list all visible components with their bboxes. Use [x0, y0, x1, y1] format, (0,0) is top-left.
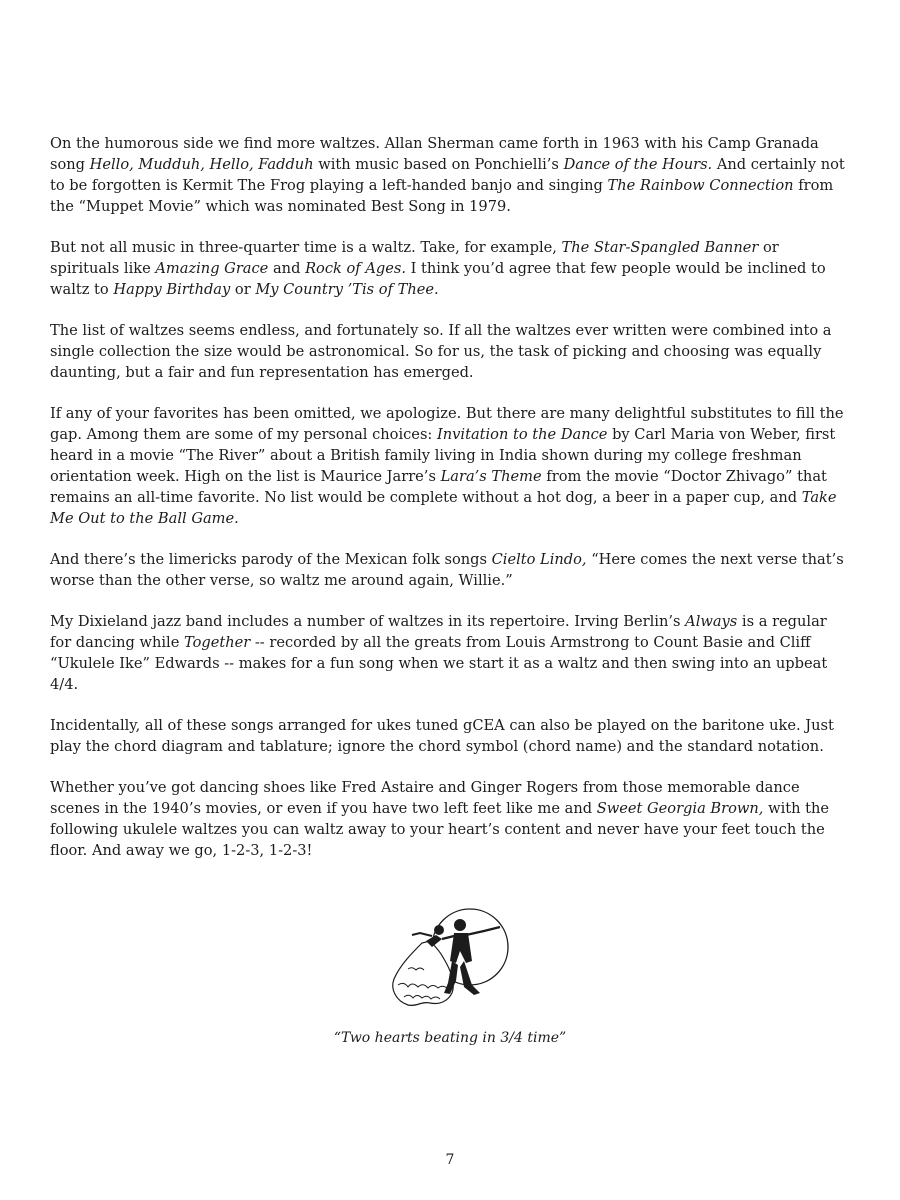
- waltzing-couple-icon: [360, 905, 540, 1015]
- paragraph-8: Whether you’ve got dancing shoes like Fred Astaire and Ginger Rogers from those memorable dance scenes in the 1940’s movies, or even if you have two left feet like me and Sweet Georgia Brown, with the following ukulele waltzes you can waltz away to your heart’s content and never have your feet touch the floor. And away we go, 1-2-3, 1-2-3!: [50, 779, 830, 859]
- paragraph-5: And there’s the limericks parody of the Mexican folk songs Cielto Lindo, “Here comes the next verse that’s worse than the other verse, so waltz me around again, Willie.”: [50, 551, 844, 589]
- page-number: 7: [445, 1152, 455, 1168]
- paragraph-7: Incidentally, all of these songs arranged for ukes tuned gCEA can also be played on the baritone uke. Just play the chord diagram and tablature; ignore the chord symbol (chord name) and the standard notation.: [50, 717, 834, 755]
- paragraph-6: My Dixieland jazz band includes a number of waltzes in its repertoire. Irving Berlin’s Always is a regular for dancing while Together -- recorded by all the greats from Louis Armstrong to Count Basie and Cliff “Ukulele Ike” Edwards -- makes for a fun song when we start it as a waltz and then swing into an upbeat 4/4.: [50, 613, 828, 693]
- body-text: [50, 133, 850, 881]
- paragraph-2: But not all music in three-quarter time is a waltz. Take, for example, The Star-Spangled Banner or spirituals like Amazing Grace and Rock of Ages. I think you’d agree that few people would be inclined to waltz to Happy Birthday or My Country ’Tis of Thee.: [50, 239, 826, 298]
- figure-caption: “Two hearts beating in 3/4 time”: [333, 1030, 567, 1046]
- paragraph-1: On the humorous side we find more waltzes. Allan Sherman came forth in 1963 with his Camp Granada song Hello, Mudduh, Hello, Fadduh with music based on Ponchielli’s Dance of the Hours. And certainly not to be forgotten is Kermit The Frog playing a left-handed banjo and singing The Rainbow Connection from the “Muppet Movie” which was nominated Best Song in 1979.: [50, 135, 845, 215]
- paragraph-4: If any of your favorites has been omitted, we apologize. But there are many delightful substitutes to fill the gap. Among them are some of my personal choices: Invitation to the Dance by Carl Maria von Weber, first heard in a movie “The River” about a British family living in India shown during my college freshman orientation week. High on the list is Maurice Jarre’s Lara’s Theme from the movie “Doctor Zhivago” that remains an all-time favorite. No list would be complete without a hot dog, a beer in a paper cup, and Take Me Out to the Ball Game.: [50, 405, 844, 527]
- paragraph-3: The list of waltzes seems endless, and fortunately so. If all the waltzes ever written were combined into a single collection the size would be astronomical. So for us, the task of picking and choosing was equally daunting, but a fair and fun representation has emerged.: [50, 322, 832, 381]
